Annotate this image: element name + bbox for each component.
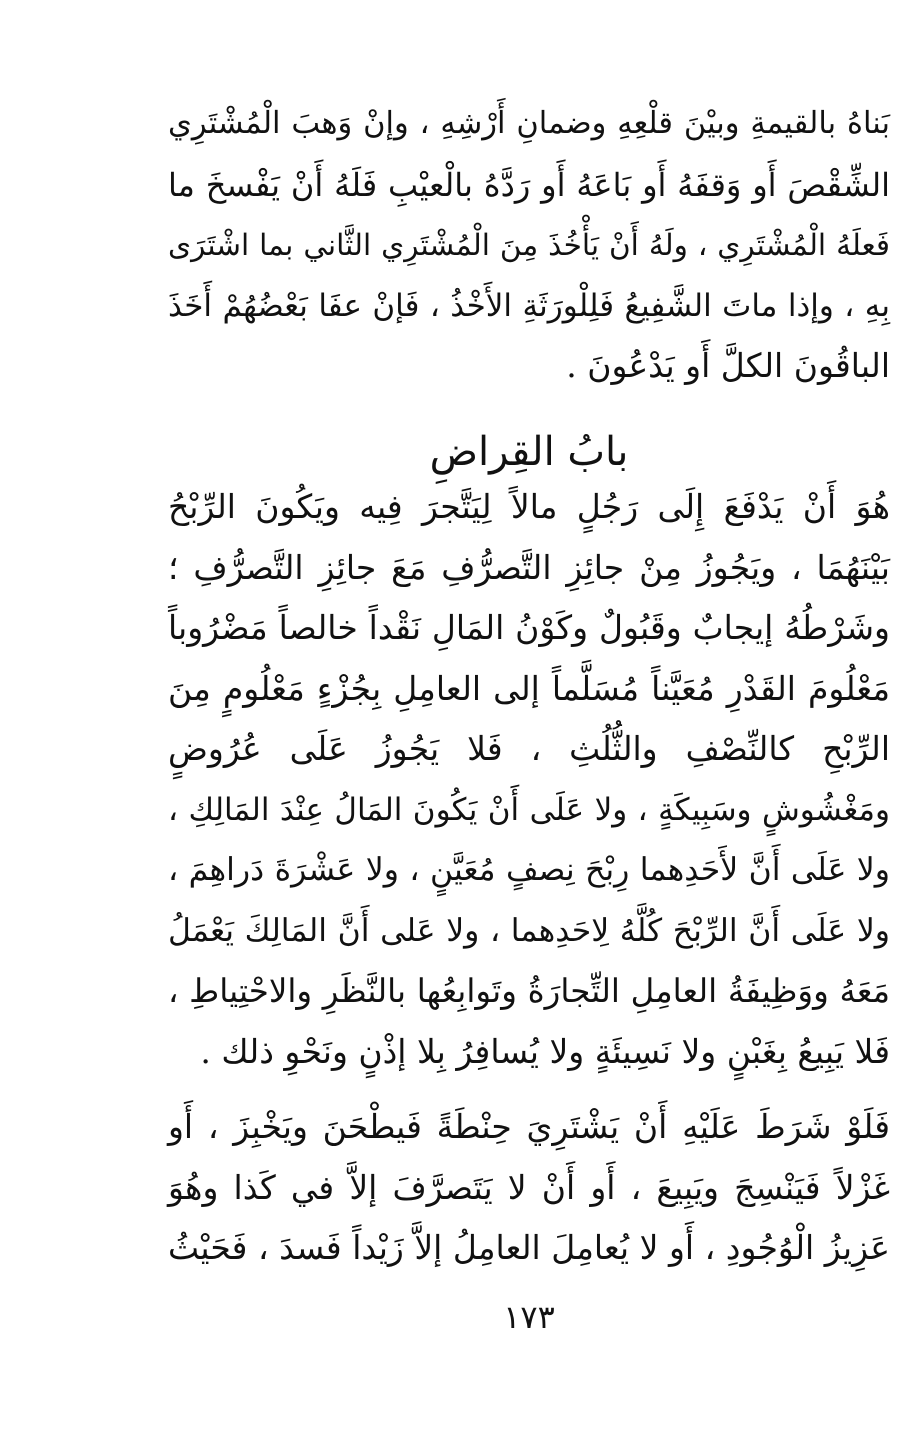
text-line: بَناهُ بالقيمةِ وبيْنَ قلْعِهِ وضمانِ أَرْشِهِ ، وإنْ وَهبَ الْمُشْتَرِي bbox=[168, 106, 890, 141]
text-line: الشِّقْصَ أَو وَقفَهُ أَو بَاعَهُ أَو رَدَّهُ بالْعيْبِ فَلَهُ أَنْ يَفْسخَ ما bbox=[168, 165, 891, 204]
text-line: ولا عَلَى أَنَّ لأَحَدِهما رِبْحَ نِصفٍ مُعَيَّنٍ ، ولا عَشْرَةَ دَراهِمَ ، bbox=[168, 852, 890, 888]
paragraph-qirad-conditions bbox=[168, 1097, 890, 1279]
text-line: الرِّبْحِ كالنِّصْفِ والثُّلُثِ ، فَلا يَجُوزُ عَلَى عُرُوضٍ bbox=[168, 729, 890, 768]
text-line: بِهِ ، وإذا ماتَ الشَّفِيعُ فَلِلْورَثَةِ الأَخْذُ ، فَإنْ عفَا بَعْضُهُمْ أَخَذَ bbox=[168, 287, 890, 324]
chapter-heading: بابُ القِراضِ bbox=[429, 429, 629, 475]
text-line: وشَرْطُهُ إيجابٌ وقَبُولٌ وكَوْنُ المَالِ نَقْداً خالصاً مَضْرُوباً bbox=[168, 608, 890, 647]
text-line: عَزِيزُ الْوُجُودِ ، أَو لا يُعامِلَ العامِلُ إلاَّ زَيْداً فَسدَ ، فَحَيْثُ bbox=[168, 1228, 890, 1267]
paragraph-shufa-continuation bbox=[168, 94, 890, 397]
text-line: فَعلَهُ الْمُشْتَرِي ، ولَهُ أَنْ يَأْخُذَ مِنَ الْمُشْتَرِي الثَّاني بما اشْتَرَى bbox=[168, 228, 890, 262]
text-line: ومَغْشُوشٍ وسَبِيكَةٍ ، ولا عَلَى أَنْ يَكُونَ المَالُ عِنْدَ المَالِكِ ، bbox=[168, 791, 890, 828]
page-number: ١٧٣ bbox=[503, 1298, 555, 1336]
paragraph-qirad-definition bbox=[168, 477, 890, 1082]
text-line: غَزْلاً فَيَنْسِجَ ويَبِيعَ ، أَو أَنْ لا يَتَصرَّفَ إلاَّ في كَذا وهُوَ bbox=[168, 1167, 890, 1207]
text-line: فَلَوْ شَرَطَ عَلَيْهِ أَنْ يَشْتَرِيَ حِنْطَةً فَيطْحَنَ ويَخْبِزَ ، أَو bbox=[168, 1107, 890, 1146]
text-line: ولا عَلَى أَنَّ الرِّبْحَ كُلَّهُ لِاحَدِهما ، ولا عَلى أَنَّ المَالِكَ يَعْمَلُ bbox=[168, 912, 890, 949]
text-line: فَلا يَبِيعُ بِغَبْنٍ ولا نَسِيئَةٍ ولا يُسافِرُ بِلا إذْنٍ ونَحْوِ ذلك . bbox=[200, 1031, 890, 1071]
text-line: بَيْنَهُمَا ، ويَجُوزُ مِنْ جائِزِ التَّصرُّفِ مَعَ جائِزِ التَّصرُّفِ ؛ bbox=[168, 547, 890, 587]
text-line: مَعْلُومَ القَدْرِ مُعَيَّناً مُسَلَّماً إلى العامِلِ بِجُزْءٍ مَعْلُومٍ مِنَ bbox=[168, 668, 890, 708]
text-line: الباقُونَ الكلَّ أَو يَدْعُونَ . bbox=[566, 346, 890, 385]
text-line: هُوَ أَنْ يَدْفَعَ إِلَى رَجُلٍ مالاً لِيَتَّجرَ فِيه ويَكُونَ الرِّبْحُ bbox=[168, 487, 890, 526]
text-line: مَعَهُ ووَظِيفَةُ العامِلِ التِّجارَةُ وتَوابِعُها بالنَّظَرِ والاحْتِياطِ ، bbox=[168, 972, 890, 1010]
